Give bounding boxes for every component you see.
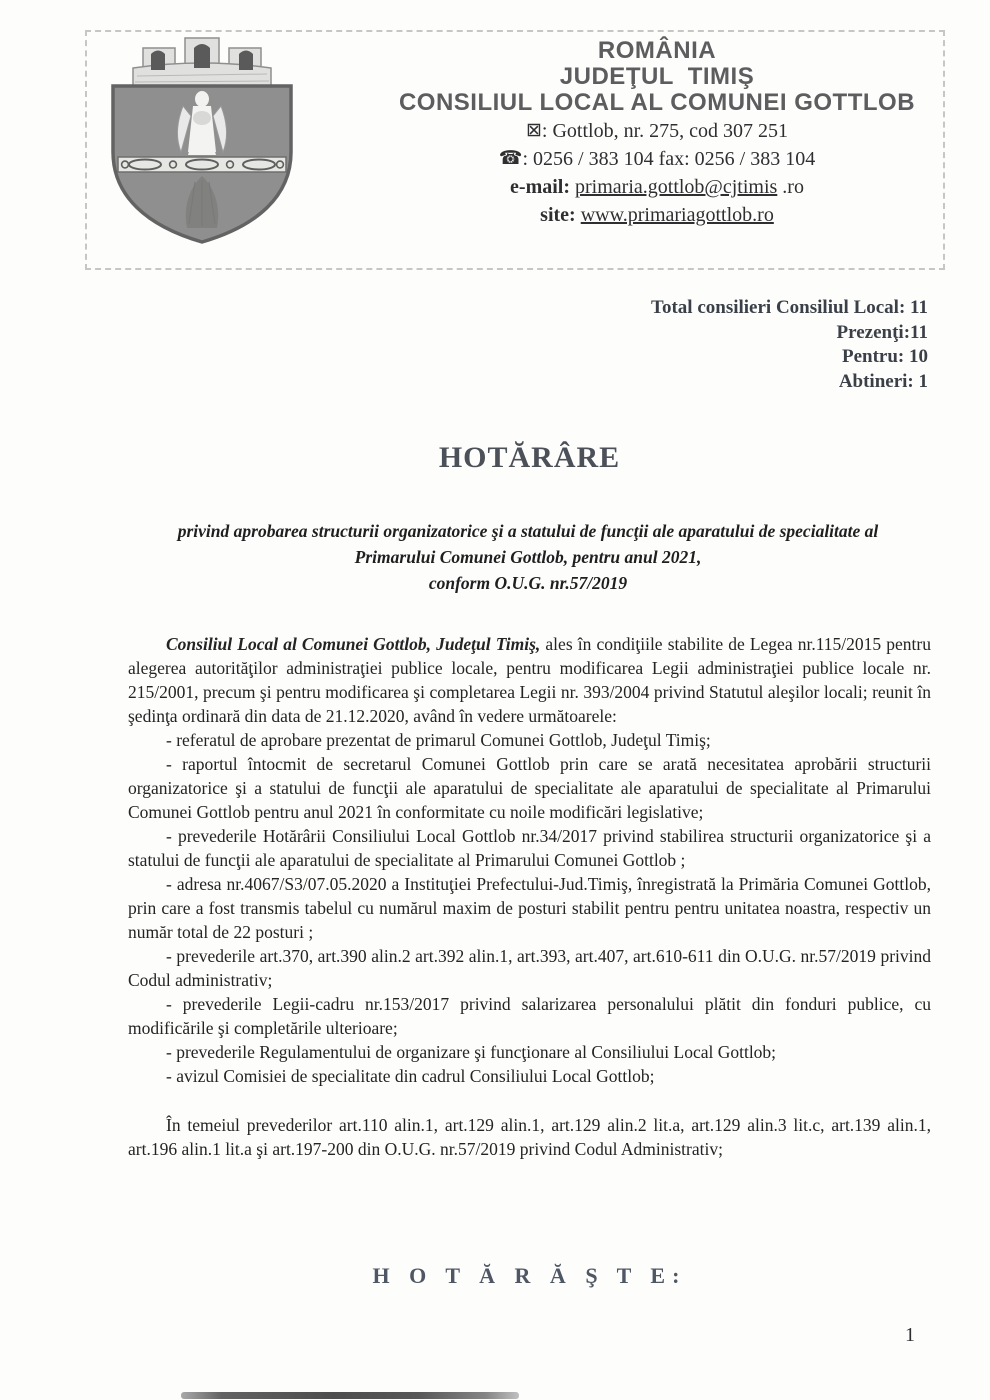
document-subtitle [98, 518, 958, 596]
phone-text: : 0256 / 383 104 fax: 0256 / 383 104 [522, 148, 816, 170]
citation-item: - avizul Comisiei de specialitate din cadrul Consiliului Local Gottlob; [166, 1066, 655, 1086]
subtitle-line: Primarului Comunei Gottlob, pentru anul 2021, [354, 547, 702, 567]
citation-item: - raportul întocmit de secretarul Comunei Gottlob prin care se arată necesitatea aprobării structurii organizatorice şi a statului de funcţii ale aparatului de specialitate ale aparatului de specialitate al Primarului Comunei Gottlob pentru anul 2021 în conformitate cu noile modificări legislative; [128, 754, 931, 822]
citation-item: - prevederile art.370, art.390 alin.2 art.392 alin.1, art.393, art.407, art.610-611 din O.U.G. nr.57/2019 privind Codul administrativ; [128, 946, 931, 990]
subtitle-line: privind aprobarea structurii organizatorice şi a statului de funcţii ale aparatului de specialitate al [177, 521, 879, 541]
subtitle-line: conform O.U.G. nr.57/2019 [428, 573, 628, 593]
address-text: : Gottlob, nr. 275, cod 307 251 [541, 120, 789, 142]
phone-icon: ☎ [498, 148, 523, 169]
stat-total: Total consilieri Consiliul Local: 11 [651, 297, 928, 318]
citation-item: - referatul de aprobare prezentat de primarul Comunei Gottlob, Judeţul Timiş; [166, 730, 711, 750]
decision-heading: H O T Ă R Ă Ş T E: [372, 1263, 687, 1288]
council-name: CONSILIUL LOCAL AL COMUNEI GOTTLOB [398, 89, 916, 116]
site-link: www.primariagottlob.ro [580, 204, 774, 226]
document-body [128, 632, 931, 1161]
letterhead-text [377, 38, 937, 228]
stat-for: Pentru: 10 [841, 346, 928, 367]
stat-present: Prezenţi:11 [836, 321, 928, 343]
citation-item: - prevederile Hotărârii Consiliului Local Gottlob nr.34/2017 privind stabilirea structurii organizatorice şi a statului de funcţii ale aparatului de specialitate al Primarului Comunei Gottlob ; [128, 826, 931, 870]
site-label: site: [540, 204, 576, 226]
citation-item: - prevederile Regulamentului de organizare şi funcţionare al Consiliului Local Gottlob; [166, 1042, 777, 1062]
intro-lead: Consiliul Local al Comunei Gottlob, Judeţul Timiş, [166, 634, 541, 654]
intro-rest: ales în condiţiile stabilite de Legea nr.115/2015 pentru alegerea autorităţilor administraţiei publice locale, pentru modificarea Legii administraţiei publice locale nr. 215/2001, precum şi pentru modificarea şi completarea Legii nr. 393/2004 privind Statutul aleşilor locali; reunit în şedinţa ordinară din data de 21.12.2020, având în vedere următoarele: [128, 634, 931, 726]
phone-line [377, 147, 937, 172]
letterhead [85, 30, 945, 270]
scan-smudge-artifact [181, 1392, 519, 1399]
citation-item: - prevederile Legii-cadru nr.153/2017 privind salarizarea personalului plătit din fonduri publice, cu modificările şi completările ulterioare; [128, 994, 931, 1038]
email-link: primaria.gottlob@cjtimis [575, 176, 778, 198]
citation-item: - adresa nr.4067/S3/07.05.2020 a Instituţiei Prefectului-Jud.Timiş, înregistrată la Primăria Comunei Gottlob, prin care a fost transmis tabelul cu numărul maxim de posturi stabilit pentru pentru unitatea noastra, respectiv un număr total de 22 posturi ; [128, 874, 931, 942]
vote-statistics [651, 296, 928, 394]
email-tail: .ro [777, 176, 804, 198]
stat-abstained: Abtineri: 1 [838, 370, 928, 392]
address-line [377, 119, 937, 144]
envelope-icon: ⊠ [525, 120, 542, 141]
site-line [377, 203, 937, 228]
email-line [377, 175, 937, 200]
legal-basis-paragraph: În temeiul prevederilor art.110 alin.1, art.129 alin.1, art.129 alin.2 lit.a, art.129 alin.3 lit.c, art.139 alin.1, art.196 alin.1 lit.a şi art.197-200 din O.U.G. nr.57/2019 privind Codul Administrativ; [128, 1115, 931, 1159]
page-number: 1 [905, 1324, 915, 1346]
county-name: JUDEŢUL TIMIŞ [559, 63, 755, 90]
email-label: e-mail: [510, 176, 571, 198]
document-title: HOTĂRÂRE [438, 441, 621, 474]
coat-of-arms-image [99, 36, 305, 250]
intro-paragraph [128, 632, 931, 728]
country-name: ROMÂNIA [597, 37, 717, 64]
